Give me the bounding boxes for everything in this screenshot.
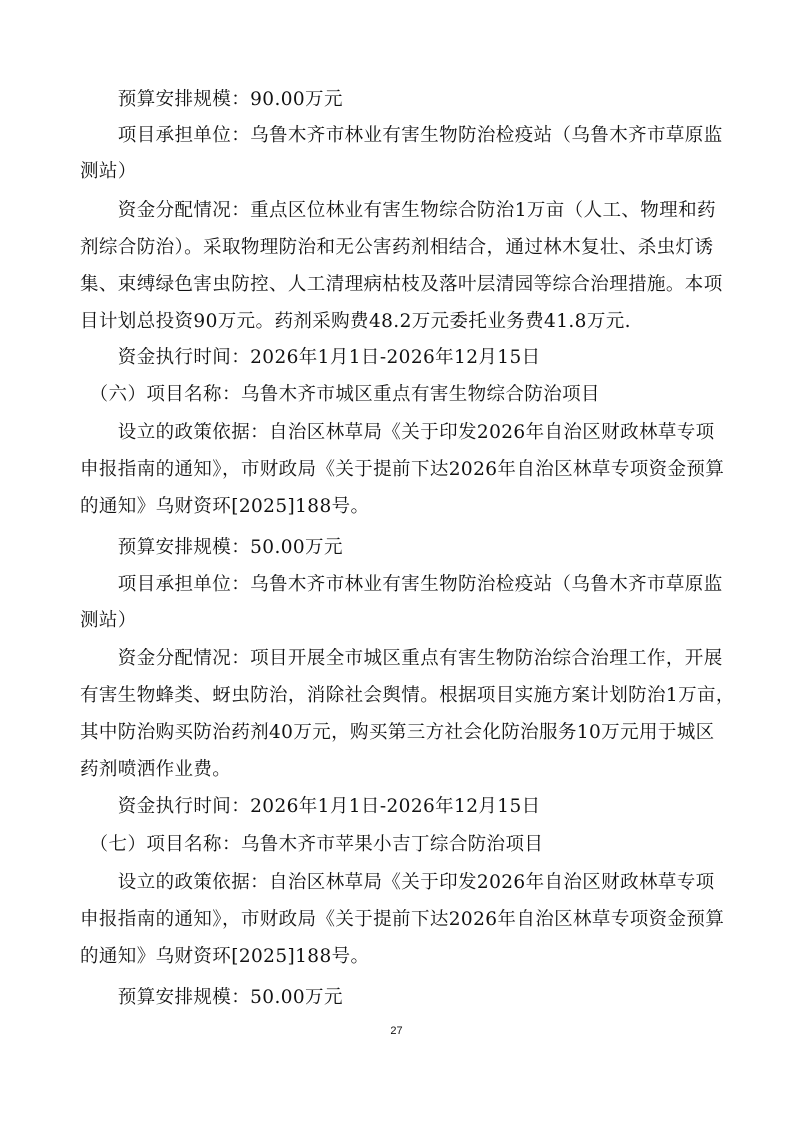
text-line-period-6: 资金执行时间：2026年1月1日-2026年12月15日 — [80, 796, 541, 817]
text-line-allocation-6b: 有害生物蜂类、蚜虫防治，消除社会舆情。根据项目实施方案计划防治1万亩， — [80, 685, 735, 706]
text-line-allocation-6a: 资金分配情况：项目开展全市城区重点有害生物防治综合治理工作，开展 — [80, 648, 723, 669]
text-line-allocation-1a: 资金分配情况：重点区位林业有害生物综合防治1万亩（人工、物理和药 — [80, 200, 716, 221]
text-line-unit-1b: 测站） — [80, 161, 137, 182]
text-line-policy-7b: 申报指南的通知》，市财政局《关于提前下达2026年自治区林草专项资金预算 — [80, 909, 725, 930]
text-line-unit-6b: 测站） — [80, 610, 137, 631]
text-line-budget-7: 预算安排规模：50.00万元 — [80, 987, 343, 1008]
text-line-allocation-1c: 集、束缚绿色害虫防控、人工清理病枯枝及落叶层清园等综合治理措施。本项 — [80, 274, 723, 295]
text-line-unit-6a: 项目承担单位：乌鲁木齐市林业有害生物防治检疫站（乌鲁木齐市草原监 — [80, 574, 723, 595]
text-line-policy-7c: 的通知》乌财资环[2025]188号。 — [80, 946, 370, 967]
text-line-period-1: 资金执行时间：2026年1月1日-2026年12月15日 — [80, 347, 541, 368]
text-line-policy-7a: 设立的政策依据：自治区林草局《关于印发2026年自治区财政林草专项 — [80, 872, 715, 893]
section-heading-7: （七）项目名称：乌鲁木齐市苹果小吉丁综合防治项目 — [80, 834, 544, 855]
text-line-policy-6a: 设立的政策依据：自治区林草局《关于印发2026年自治区财政林草专项 — [80, 422, 715, 443]
text-line-budget-6: 预算安排规模：50.00万元 — [80, 537, 343, 558]
text-line-allocation-6c: 其中防治购买防治药剂40万元，购买第三方社会化防治服务10万元用于城区 — [80, 722, 715, 743]
text-line-budget-1: 预算安排规模：90.00万元 — [80, 89, 343, 110]
text-line-policy-6c: 的通知》乌财资环[2025]188号。 — [80, 496, 370, 517]
text-line-policy-6b: 申报指南的通知》，市财政局《关于提前下达2026年自治区林草专项资金预算 — [80, 459, 725, 480]
section-heading-6: （六）项目名称：乌鲁木齐市城区重点有害生物综合防治项目 — [80, 384, 600, 405]
text-line-allocation-1d: 目计划总投资90万元。药剂采购费48.2万元委托业务费41.8万元. — [80, 311, 631, 332]
text-line-unit-1a: 项目承担单位：乌鲁木齐市林业有害生物防治检疫站（乌鲁木齐市草原监 — [80, 125, 723, 146]
page-number: 27 — [390, 1025, 403, 1037]
text-line-allocation-6d: 药剂喷洒作业费。 — [80, 759, 232, 780]
text-line-allocation-1b: 剂综合防治）。采取物理防治和无公害药剂相结合，通过林木复壮、杀虫灯诱 — [80, 237, 714, 258]
